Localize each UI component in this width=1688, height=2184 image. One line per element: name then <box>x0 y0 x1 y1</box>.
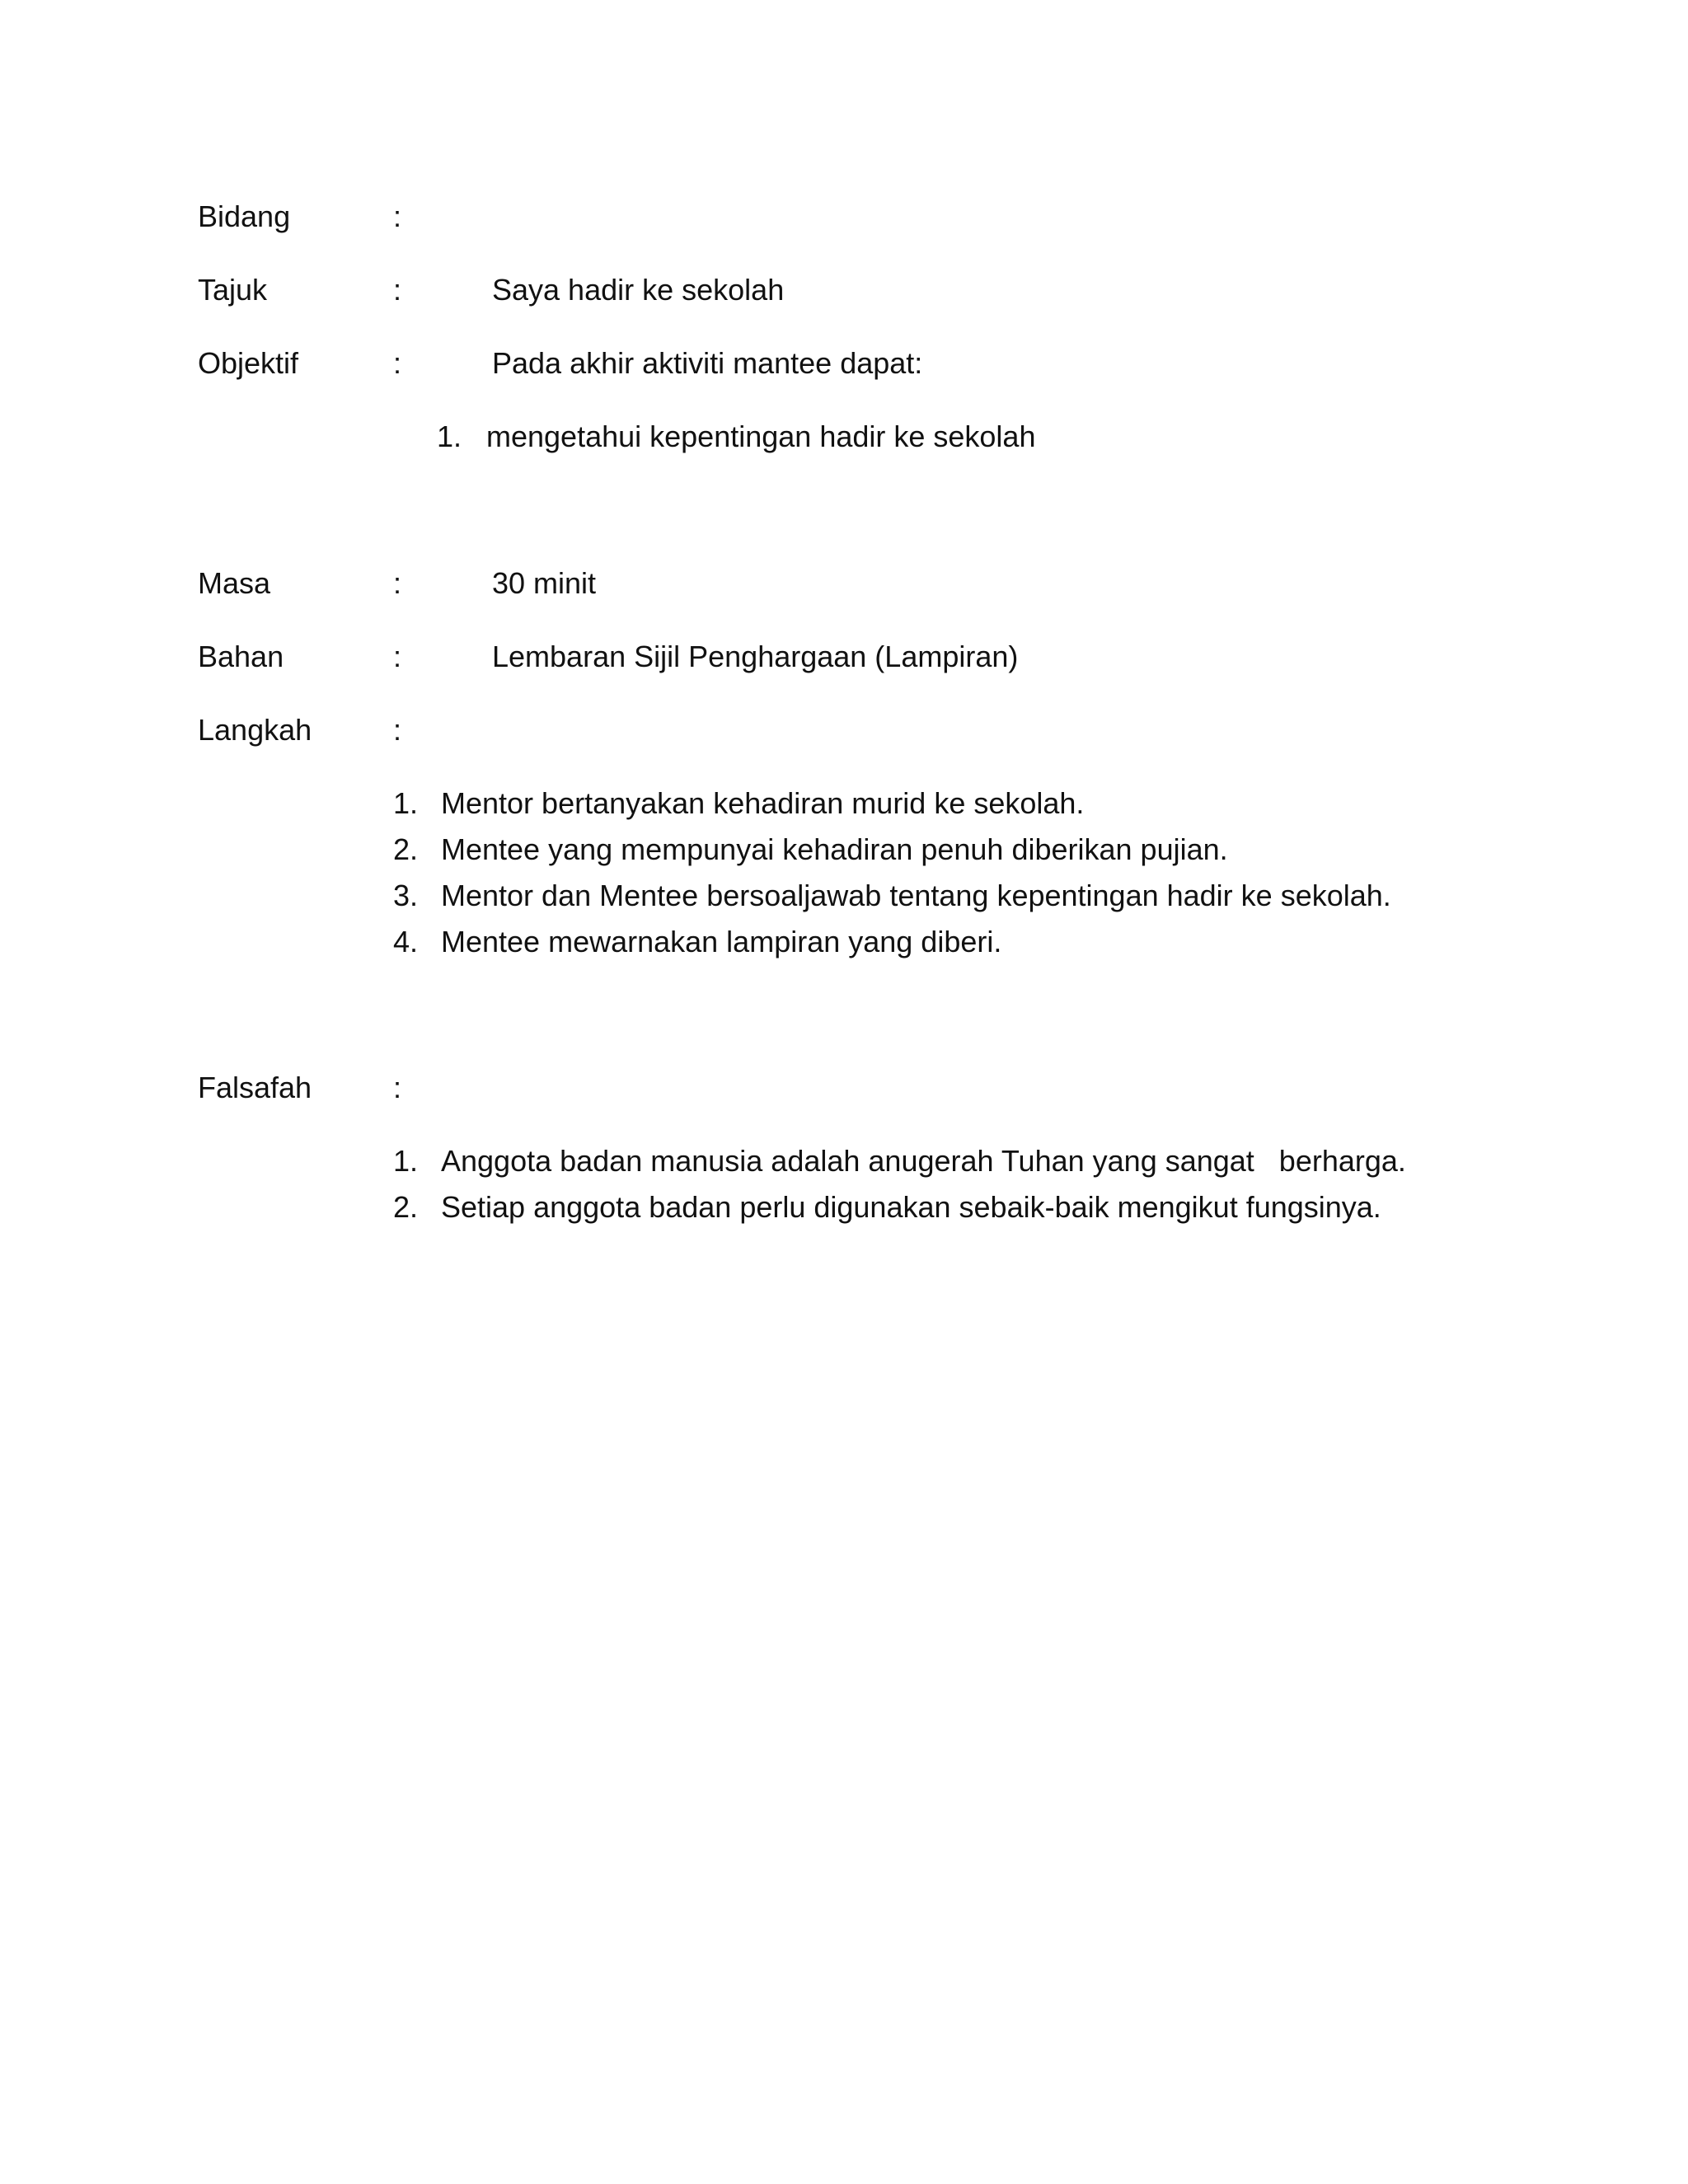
langkah-item-text: Mentee mewarnakan lampiran yang diberi. <box>441 925 1002 958</box>
langkah-item-text: Mentor bertanyakan kehadiran murid ke sekolah. <box>441 786 1085 820</box>
falsafah-item-text: Setiap anggota badan perlu digunakan sebaik-baik mengikut fungsinya. <box>441 1190 1381 1224</box>
field-colon-tajuk: : <box>393 273 402 307</box>
field-colon-bidang: : <box>393 199 402 233</box>
langkah-item-number: 1. <box>393 786 419 820</box>
field-value-objektif: Pada akhir aktiviti mantee dapat: <box>492 346 923 380</box>
objektif-item-text: mengetahui kepentingan hadir ke sekolah <box>486 419 1036 453</box>
field-value-masa: 30 minit <box>492 566 597 600</box>
field-label-bidang: Bidang <box>198 199 291 233</box>
field-label-bahan: Bahan <box>198 640 284 673</box>
field-colon-langkah: : <box>393 713 402 747</box>
field-value-tajuk: Saya hadir ke sekolah <box>492 273 785 307</box>
field-colon-bahan: : <box>393 640 402 673</box>
field-label-falsafah: Falsafah <box>198 1071 312 1104</box>
langkah-item-number: 4. <box>393 925 419 958</box>
langkah-item-number: 3. <box>393 879 419 912</box>
field-label-masa: Masa <box>198 566 271 600</box>
langkah-item-number: 2. <box>393 832 419 866</box>
field-label-objektif: Objektif <box>198 346 299 380</box>
falsafah-item-text: Anggota badan manusia adalah anugerah Tuhan yang sangat berharga. <box>441 1144 1406 1178</box>
falsafah-item-number: 1. <box>393 1144 419 1178</box>
field-label-tajuk: Tajuk <box>198 273 268 307</box>
objektif-item-number: 1. <box>437 419 462 453</box>
field-colon-masa: : <box>393 566 402 600</box>
field-colon-falsafah: : <box>393 1071 402 1104</box>
langkah-item-text: Mentee yang mempunyai kehadiran penuh diberikan pujian. <box>441 832 1228 866</box>
field-label-langkah: Langkah <box>198 713 312 747</box>
field-colon-objektif: : <box>393 346 402 380</box>
falsafah-item-number: 2. <box>393 1190 419 1224</box>
field-value-bahan: Lembaran Sijil Penghargaan (Lampiran) <box>492 640 1019 673</box>
langkah-item-text: Mentor dan Mentee bersoaljawab tentang kepentingan hadir ke sekolah. <box>441 879 1391 912</box>
